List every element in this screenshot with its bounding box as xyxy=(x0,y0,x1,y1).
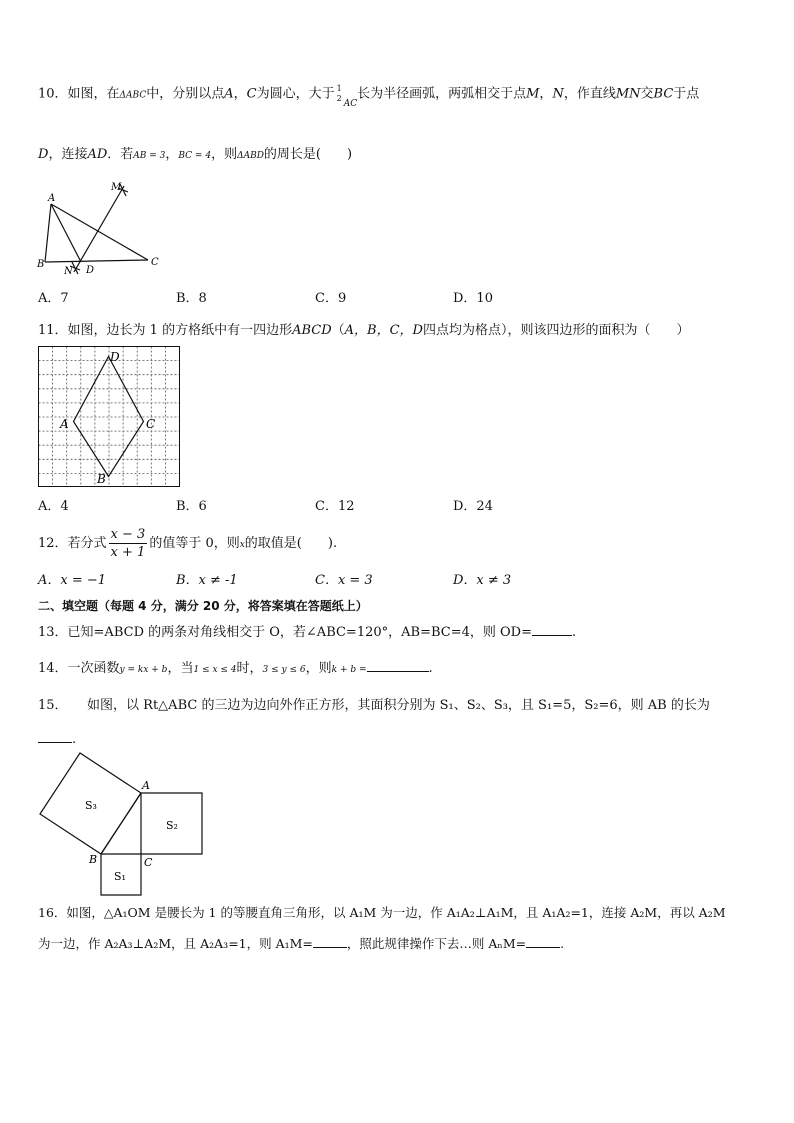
q10-line1 xyxy=(38,84,700,109)
q10-text: ，连接 xyxy=(48,147,88,162)
q13-period: . xyxy=(571,625,577,640)
q11-grid-figure xyxy=(38,346,181,488)
q16-text: 16．如图，△A₁OM 是腰长为 1 的等腰直角三角形，以 A₁M 为一边，作 A₁A₂⊥A₁M，且 A₁A₂=1，连接 A₂M，再以 A₂M xyxy=(38,905,726,920)
q14-text: 时， xyxy=(236,661,263,676)
label-a: A xyxy=(142,779,150,792)
q14-x-range: 1 ≤ x ≤ 4 xyxy=(193,665,237,675)
segment-ab xyxy=(45,204,51,262)
q12-choices xyxy=(38,572,738,590)
q12-fraction xyxy=(109,526,148,561)
q10-choice-b: B．8 xyxy=(176,291,207,306)
q14-function: y = kx + b xyxy=(119,665,168,675)
label-s1: S₁ xyxy=(114,870,126,883)
q10-figure xyxy=(34,176,164,280)
q10-line-mn: MN xyxy=(615,86,641,102)
q10-text: ，则 xyxy=(211,147,238,162)
q15-line2 xyxy=(38,730,76,749)
q16-text: ，照此规律操作下去…则 AₙM= xyxy=(346,936,527,951)
q11-choices xyxy=(38,498,738,516)
q16-line1 xyxy=(38,904,726,922)
q15-answer-blank[interactable] xyxy=(38,730,72,743)
q10-segment-ad: AD xyxy=(87,147,108,162)
q15-text: 15． 如图，以 Rt△ABC 的三边为边向外作正方形，其面积分别为 S₁、S₂、S₃，且 S₁=5，S₂=6，则 AB 的长为 xyxy=(38,698,710,713)
label-m: M xyxy=(111,182,122,193)
q12-choice-b: B．x ≠ -1 xyxy=(176,573,238,588)
q11-choice-a: A．4 xyxy=(38,499,69,514)
q12-text: 12．若分式 xyxy=(38,536,107,551)
q11-text: 四点均为格点），则该四边形的面积为（ ） xyxy=(422,323,690,338)
label-a: A xyxy=(60,417,69,431)
q10-text: ，作直线 xyxy=(563,86,616,102)
q10-point-n: N xyxy=(552,86,564,102)
q10-text: 于点 xyxy=(673,86,700,102)
q11-choice-d: D．24 xyxy=(453,499,493,514)
q16-line2 xyxy=(38,935,564,953)
q14-y-range: 3 ≤ y ≤ 6 xyxy=(262,665,306,675)
q10-text: 的周长是( ) xyxy=(263,147,353,162)
hypotenuse-ab xyxy=(101,793,141,854)
q10-comma: ， xyxy=(539,86,553,102)
q10-text: 长为半径画弧，两弧相交于点 xyxy=(357,86,527,102)
q12-numerator: x − 3 xyxy=(110,527,146,542)
q14-period: . xyxy=(428,661,433,676)
q13-answer-blank[interactable] xyxy=(532,623,572,636)
q14-expression: k + b = xyxy=(331,665,367,675)
q12-var-x: x xyxy=(239,540,245,550)
q10-ac: AC xyxy=(343,98,358,109)
q13-text: 13．已知=ABCD 的两条对角线相交于 O，若∠ABC=120°，AB=BC=4，则 OD= xyxy=(38,625,532,640)
q14-text: 14．一次函数 xyxy=(38,661,120,676)
q10-comma: ， xyxy=(233,86,247,102)
q12-choice-c: C．x = 3 xyxy=(315,573,373,588)
q10-point-m: M xyxy=(526,86,540,102)
q15-line1 xyxy=(38,697,710,715)
q14-text: ，当 xyxy=(167,661,194,676)
section-heading-fill-in: 二、填空题（每题 4 分，满分 20 分，将答案填在答题纸上） xyxy=(38,599,368,613)
q12-choice-a: A．x = −1 xyxy=(38,573,107,588)
q14-line xyxy=(38,659,433,679)
q10-choices xyxy=(38,290,738,308)
label-s3: S₃ xyxy=(85,799,97,812)
label-a: A xyxy=(48,193,56,204)
label-b: B xyxy=(37,259,45,270)
q10-segment-bc: BC xyxy=(653,86,674,102)
q11-line xyxy=(38,322,689,340)
q11-text: （ xyxy=(331,323,345,338)
q15-figure xyxy=(36,750,208,898)
q10-line2 xyxy=(38,146,352,165)
q12-text: 的值等于 0，则 xyxy=(149,536,240,551)
q12-choice-d: D．x ≠ 3 xyxy=(453,573,512,588)
q16-period: . xyxy=(560,936,565,951)
q12-denominator: x + 1 xyxy=(110,545,146,560)
q12-line xyxy=(38,526,337,561)
q11-choice-b: B．6 xyxy=(176,499,207,514)
label-d: D xyxy=(110,350,120,364)
q14-answer-blank[interactable] xyxy=(367,659,429,672)
q10-choice-c: C．9 xyxy=(315,291,347,306)
q10-point-a: A xyxy=(224,86,234,102)
frac-den: 2 xyxy=(336,94,342,103)
frac-num: 1 xyxy=(336,84,342,93)
label-b: B xyxy=(89,853,98,866)
q13-line xyxy=(38,623,576,642)
q10-point-d: D xyxy=(38,147,49,162)
q16-answer-blank-1[interactable] xyxy=(313,935,347,948)
q10-choice-a: A．7 xyxy=(38,291,69,306)
label-d: D xyxy=(86,265,95,276)
q11-quad-abcd: ABCD xyxy=(292,323,332,338)
q11-text: 11．如图，边长为 1 的方格纸中有一四边形 xyxy=(38,323,293,338)
label-s2: S₂ xyxy=(166,819,178,832)
q10-choice-d: D．10 xyxy=(453,291,493,306)
q16-text: 为一边，作 A₂A₃⊥A₂M，且 A₂A₃=1，则 A₁M= xyxy=(38,936,313,951)
q10-text: ， xyxy=(165,147,179,162)
q14-text: ，则 xyxy=(305,661,332,676)
q10-triangle-abd: ΔABD xyxy=(237,151,264,161)
segment-bc xyxy=(45,260,148,262)
label-b: B xyxy=(97,472,106,486)
q10-text: 中，分别以点 xyxy=(146,86,225,102)
q16-answer-blank-2[interactable] xyxy=(526,935,560,948)
q10-text: 为圆心，大于 xyxy=(256,86,335,102)
q10-condition-bc: BC = 4 xyxy=(178,151,212,161)
label-c: C xyxy=(144,856,153,869)
q10-fraction-half xyxy=(337,84,342,104)
q11-points: A，B，C，D xyxy=(344,323,423,338)
q10-condition-ab: AB = 3 xyxy=(133,151,166,161)
q10-text: ．若 xyxy=(107,147,134,162)
q10-triangle-abc: ΔABC xyxy=(119,90,147,101)
q12-text: 的取值是( ). xyxy=(244,536,338,551)
line-mn xyxy=(74,186,124,272)
q15-period: . xyxy=(72,732,77,747)
q10-text: 交 xyxy=(640,86,654,102)
q10-point-c: C xyxy=(246,86,257,102)
label-n: N xyxy=(64,266,73,277)
label-c: C xyxy=(151,257,159,268)
label-c: C xyxy=(146,417,156,431)
q10-text: 10．如图，在 xyxy=(38,86,120,102)
q11-choice-c: C．12 xyxy=(315,499,355,514)
